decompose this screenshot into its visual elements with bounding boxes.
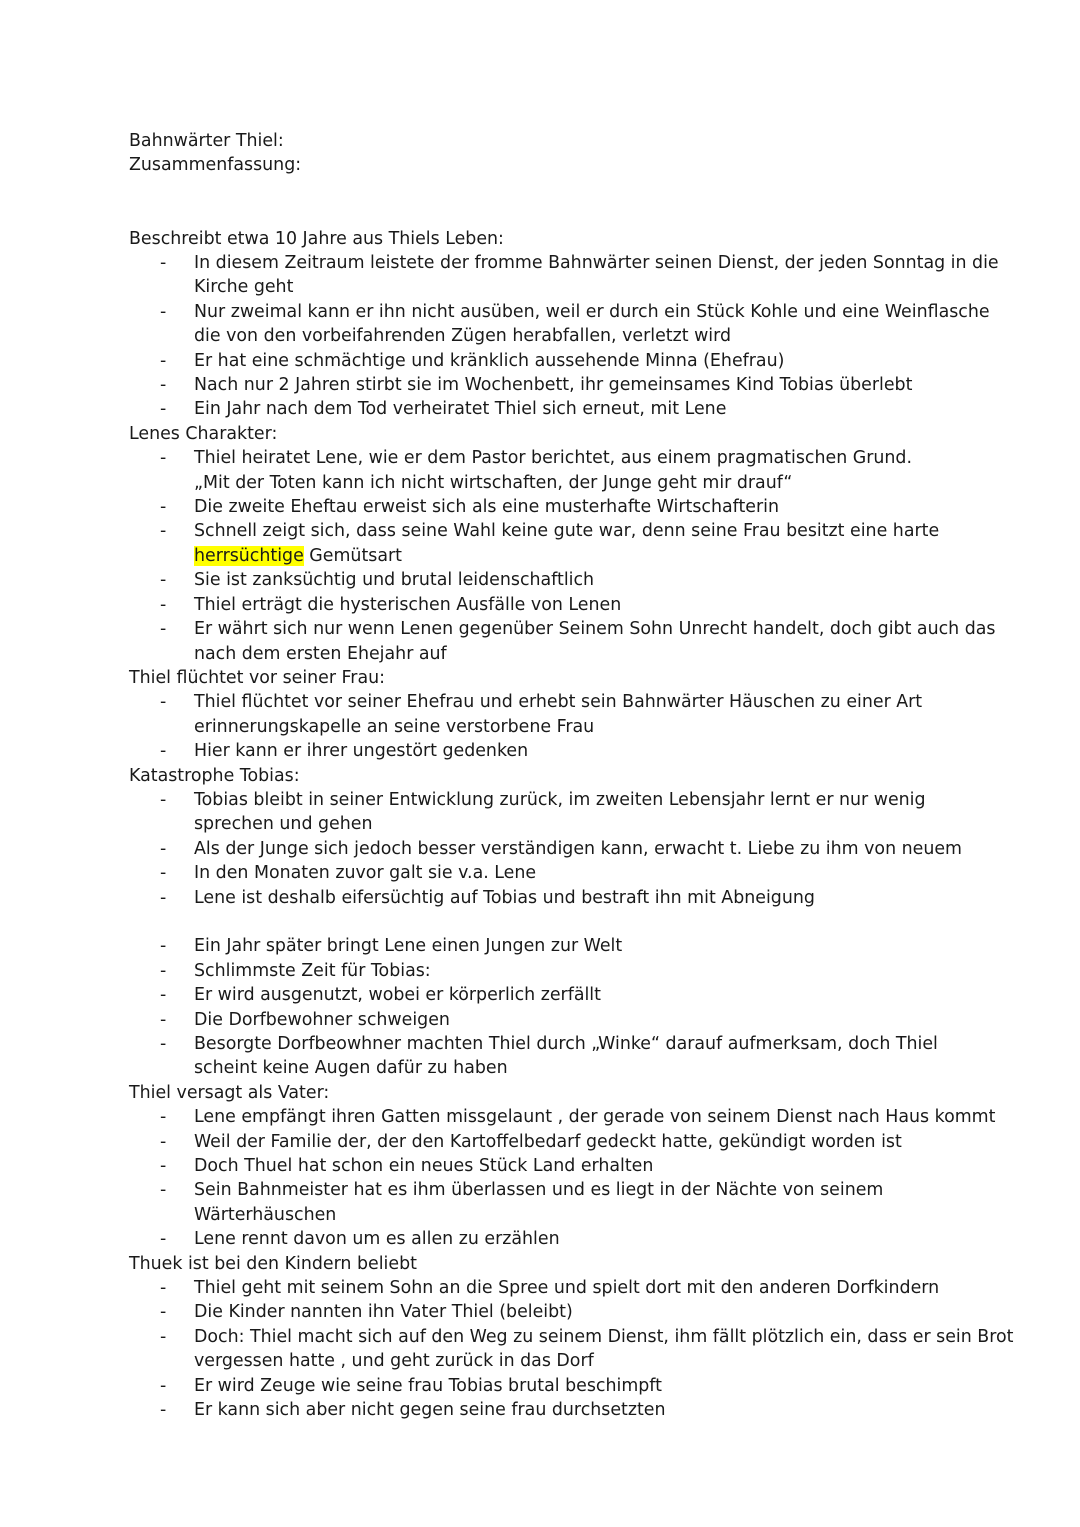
list-item <box>129 1154 969 1178</box>
bullet-dash: - <box>160 1107 167 1128</box>
list-item <box>129 739 969 763</box>
list-item-line: Thiel erträgt die hysterischen Ausfälle von Lenen <box>194 594 622 615</box>
list-item <box>129 837 969 861</box>
list-item-line: Er währt sich nur wenn Lenen gegenüber Seinem Sohn Unrecht handelt, doch gibt auch das <box>194 619 996 640</box>
list-item-line: Die Dorfbewohner schweigen <box>194 1009 450 1030</box>
list-item <box>129 1105 996 1129</box>
list-item-line: Doch Thuel hat schon ein neues Stück Land erhalten <box>194 1156 654 1177</box>
section-heading-intro: Beschreibt etwa 10 Jahre aus Thiels Leben: <box>129 228 504 249</box>
list-item-line: Er kann sich aber nicht gegen seine frau durchsetzten <box>194 1400 666 1421</box>
list-item <box>129 788 969 837</box>
list-item-line: In diesem Zeitraum leistete der fromme Bahnwärter seinen Dienst, der jeden Sonntag in die <box>194 253 999 274</box>
list-item-line: Ein Jahr nach dem Tod verheiratet Thiel sich erneut, mit Lene <box>194 399 727 420</box>
list-item <box>129 1398 969 1422</box>
bullet-dash: - <box>160 448 167 469</box>
list-item-line: Lene ist deshalb eifersüchtig auf Tobias und bestraft ihn mit Abneigung <box>194 887 815 908</box>
list-item-line: Sie ist zanksüchtig und brutal leidenschaftlich <box>194 570 595 591</box>
list-item-line: Als der Junge sich jedoch besser verständigen kann, erwacht t. Liebe zu ihm von neuem <box>194 838 962 859</box>
list-item-line: Thiel heiratet Lene, wie er dem Pastor berichtet, aus einem pragmatischen Grund. <box>194 448 912 469</box>
list-item <box>129 861 969 885</box>
list-item-line: Er wird ausgenutzt, wobei er körperlich zerfällt <box>194 985 601 1006</box>
list-item-text: Gemütsart <box>303 545 402 566</box>
section-heading-kinder: Thuek ist bei den Kindern beliebt <box>129 1253 417 1274</box>
bullet-dash: - <box>160 1326 167 1347</box>
list-item <box>129 1374 969 1398</box>
bullet-dash: - <box>160 570 167 591</box>
list-item <box>129 446 969 495</box>
list-item <box>129 397 969 421</box>
list-item-line: In den Monaten zuvor galt sie v.a. Lene <box>194 863 537 884</box>
list-item <box>129 373 969 397</box>
list-item <box>129 886 969 910</box>
bullet-dash: - <box>160 1156 167 1177</box>
bullet-dash: - <box>160 1034 167 1054</box>
bullet-dash: - <box>160 1400 167 1421</box>
spacer <box>129 178 969 227</box>
list-item-line: Nur zweimal kann er ihn nicht ausüben, weil er durch ein Stück Kohle und eine Weinflasche <box>194 301 990 322</box>
spacer <box>129 910 969 934</box>
list-item-line <box>194 544 969 568</box>
list-item <box>129 617 996 666</box>
list-item <box>129 568 969 592</box>
bullet-dash: - <box>160 1180 167 1201</box>
list-item-line: Tobias bleibt in seiner Entwicklung zurück, im zweiten Lebensjahr lernt er nur wenig <box>194 789 926 810</box>
list-item-line: „Mit der Toten kann ich nicht wirtschaften, der Junge geht mir drauf“ <box>194 472 793 493</box>
bullet-dash: - <box>160 594 167 615</box>
list-item-line: Thiel geht mit seinem Sohn an die Spree und spielt dort mit den anderen Dorfkindern <box>194 1278 940 1299</box>
bullet-dash: - <box>160 692 167 713</box>
bullet-dash: - <box>160 619 167 640</box>
bullet-dash: - <box>160 936 167 957</box>
list-item-line: Thiel flüchtet vor seiner Ehefrau und erhebt sein Bahnwärter Häuschen zu einer Art <box>194 692 923 713</box>
bullet-list-lene <box>129 446 996 666</box>
list-item-line: Lene rennt davon um es allen zu erzählen <box>194 1229 560 1250</box>
list-item-line: Die Kinder nannten ihn Vater Thiel (beleibt) <box>194 1302 573 1323</box>
list-item-line: scheint keine Augen dafür zu haben <box>194 1058 508 1079</box>
list-item <box>129 983 969 1007</box>
list-item <box>129 1178 969 1227</box>
bullet-dash: - <box>160 887 167 908</box>
list-item-line: Besorgte Dorfbeowhner machten Thiel durch „Winke“ darauf aufmerksam, doch Thiel <box>194 1034 938 1054</box>
list-item-line: nach dem ersten Ehejahr auf <box>194 643 447 664</box>
list-item-line: Lene empfängt ihren Gatten missgelaunt , der gerade von seinem Dienst nach Haus kommt <box>194 1107 996 1128</box>
document-subtitle: Zusammenfassung: <box>129 155 302 176</box>
bullet-dash: - <box>160 1229 167 1250</box>
list-item-line: erinnerungskapelle an seine verstorbene Frau <box>194 716 595 737</box>
list-item <box>129 519 969 568</box>
bullet-dash: - <box>160 1375 167 1396</box>
document-page <box>129 129 1014 1423</box>
list-item-line: Sein Bahnmeister hat es ihm überlassen und es liegt in der Nächte von seinem <box>194 1180 884 1201</box>
bullet-dash: - <box>160 960 167 981</box>
list-item <box>129 1325 1014 1374</box>
section-heading-flucht: Thiel flüchtet vor seiner Frau: <box>129 667 385 688</box>
list-item <box>129 495 969 519</box>
list-item-line: Die zweite Eheftau erweist sich als eine musterhafte Wirtschafterin <box>194 497 779 518</box>
list-item-line: Kirche geht <box>194 277 294 298</box>
list-item-line: Schlimmste Zeit für Tobias: <box>194 960 431 981</box>
list-item-line: Nach nur 2 Jahren stirbt sie im Wochenbett, ihr gemeinsames Kind Tobias überlebt <box>194 375 913 396</box>
bullet-dash: - <box>160 497 167 518</box>
list-item-line: Doch: Thiel macht sich auf den Weg zu seinem Dienst, ihm fällt plötzlich ein, dass er sein Brot <box>194 1326 1014 1347</box>
list-item-line: sprechen und gehen <box>194 814 373 835</box>
list-item <box>129 593 969 617</box>
bullet-list-flucht <box>129 690 969 763</box>
bullet-dash: - <box>160 985 167 1006</box>
list-item <box>129 959 969 983</box>
list-item <box>129 690 969 739</box>
bullet-dash: - <box>160 1302 167 1323</box>
list-item <box>129 1032 969 1081</box>
bullet-dash: - <box>160 863 167 884</box>
list-item-line: die von den vorbeifahrenden Zügen herabfallen, verletzt wird <box>194 326 732 347</box>
list-item <box>129 1227 969 1251</box>
list-item-line: Er hat eine schmächtige und kränklich aussehende Minna (Ehefrau) <box>194 350 785 371</box>
section-heading-tobias: Katastrophe Tobias: <box>129 765 300 786</box>
bullet-dash: - <box>160 301 167 322</box>
list-item <box>129 1300 969 1324</box>
bullet-dash: - <box>160 521 167 542</box>
bullet-list-kinder <box>129 1276 1014 1422</box>
bullet-dash: - <box>160 350 167 371</box>
list-item-line: Ein Jahr später bringt Lene einen Jungen zur Welt <box>194 936 623 957</box>
list-item <box>129 1008 969 1032</box>
list-item-line: Weil der Familie der, der den Kartoffelbedarf gedeckt hatte, gekündigt worden ist <box>194 1131 902 1152</box>
bullet-list-tobias <box>129 788 969 910</box>
document-title: Bahnwärter Thiel: <box>129 131 284 151</box>
list-item <box>129 934 969 958</box>
list-item-line: Er wird Zeuge wie seine frau Tobias brutal beschimpft <box>194 1375 662 1396</box>
list-item <box>129 1276 969 1300</box>
bullet-list-intro <box>129 251 999 422</box>
list-item-line: Wärterhäuschen <box>194 1204 337 1225</box>
list-item <box>129 251 999 300</box>
list-item <box>129 1130 969 1154</box>
bullet-dash: - <box>160 838 167 859</box>
list-item-line: Hier kann er ihrer ungestört gedenken <box>194 741 529 762</box>
bullet-dash: - <box>160 253 167 274</box>
list-item-line: Schnell zeigt sich, dass seine Wahl keine gute war, denn seine Frau besitzt eine harte <box>194 521 940 542</box>
bullet-list-tobias-continued <box>129 934 969 1080</box>
bullet-list-vater <box>129 1105 996 1251</box>
bullet-dash: - <box>160 375 167 396</box>
list-item-line: vergessen hatte , und geht zurück in das Dorf <box>194 1351 594 1372</box>
bullet-dash: - <box>160 399 167 420</box>
highlighted-word: herrsüchtige <box>194 545 304 566</box>
bullet-dash: - <box>160 1131 167 1152</box>
list-item <box>129 349 969 373</box>
bullet-dash: - <box>160 741 167 762</box>
bullet-dash: - <box>160 789 167 810</box>
list-item <box>129 300 990 349</box>
bullet-dash: - <box>160 1278 167 1299</box>
section-heading-lene: Lenes Charakter: <box>129 423 278 444</box>
section-heading-vater: Thiel versagt als Vater: <box>129 1082 330 1103</box>
bullet-dash: - <box>160 1009 167 1030</box>
